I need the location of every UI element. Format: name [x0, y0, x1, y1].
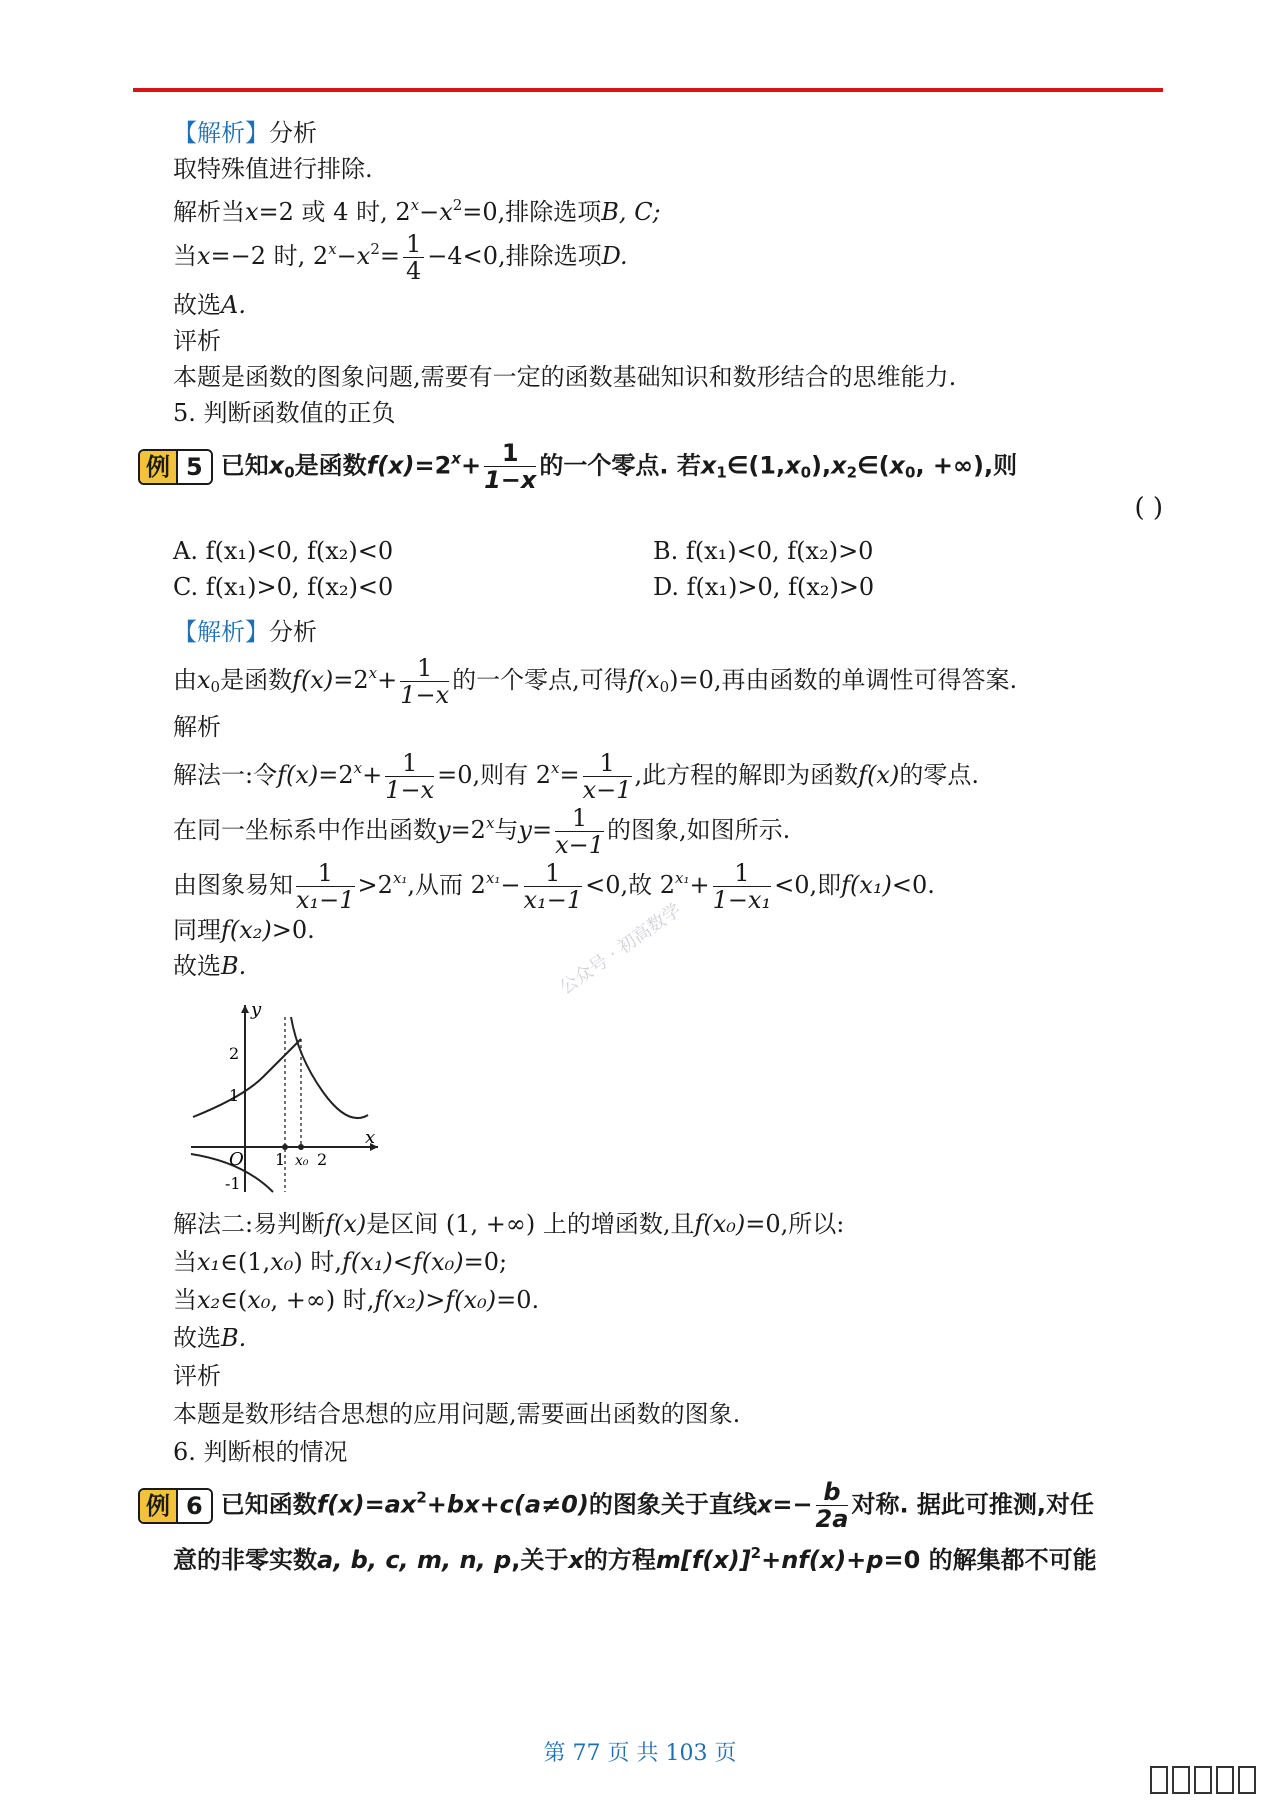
- fraction: $\frac{b}{2a}$: [815, 1478, 849, 1533]
- hyperbola-right: [291, 1017, 368, 1118]
- text-line: 故选A.: [173, 291, 246, 319]
- section-heading: 6. 判断根的情况: [173, 1438, 348, 1466]
- text-line: 当x=−2 时, $2^x-x^2=$ $\frac{1}{4}$ −4<0,排除选项D.: [173, 230, 628, 285]
- text-line: 解析: [173, 713, 221, 741]
- text-line: 在同一坐标系中作出函数$y=2^x$与y= $\frac{1}{x-1}$ 的图象,如图所示.: [173, 804, 791, 859]
- tick-x2: 2: [317, 1150, 328, 1169]
- text-line: 由$x_0$是函数$f(x)=2^x+$ $\frac{1}{1-x}$ 的一个零点,可得$f(x_0)=0$,再由函数的单调性可得答案.: [173, 654, 1018, 709]
- fraction: $\frac{1}{x-1}$: [582, 749, 632, 804]
- fraction: $\frac{1}{\text{x₁−1}}$: [296, 859, 355, 914]
- x-label: x: [365, 1127, 376, 1148]
- choice-d[interactable]: D. f(x₁)>0, f(x₂)>0: [653, 573, 875, 601]
- text-line: 取特殊值进行排除.: [173, 155, 373, 183]
- y-label: y: [251, 999, 262, 1020]
- graph-svg: [183, 997, 383, 1197]
- comment-heading: 评析: [173, 327, 221, 355]
- choice-b[interactable]: B. f(x₁)<0, f(x₂)>0: [653, 537, 874, 565]
- fraction: $\frac{1}{\text{x₁−1}}$: [523, 859, 583, 914]
- fraction: $\frac{1}{1-x}$: [484, 439, 537, 494]
- text-line: 故选B.: [173, 1324, 247, 1352]
- tick-y2: 2: [229, 1044, 240, 1063]
- example-6-question: 例 6 已知函数$f(x)=ax^2+bx+c(a\ne 0)$的图象关于直线x=− $\frac{b}{2a}$ 对称. 据此可推测,对任: [173, 1479, 1173, 1532]
- tick-x1: 1: [275, 1150, 286, 1169]
- tick-x0: x₀: [295, 1153, 309, 1169]
- choice-a[interactable]: A. f(x₁)<0, f(x₂)<0: [173, 537, 394, 565]
- y-axis-arrow: [241, 1005, 249, 1013]
- fraction: $\frac{1}{\text{1−x₁}}$: [712, 859, 772, 914]
- function-graph: [183, 997, 1173, 1201]
- example-badge: 例 6: [138, 1488, 213, 1524]
- fraction: $\frac{1}{1-x}$: [400, 654, 450, 709]
- choice-c[interactable]: C. f(x₁)>0, f(x₂)<0: [173, 573, 394, 601]
- page-content: [146, 118, 1173, 1575]
- fraction: $\frac{1}{x-1}$: [555, 804, 605, 859]
- header-red-rule: [133, 88, 1163, 92]
- fraction: $\frac{1}{4}$: [403, 231, 424, 284]
- example-6-question-cont: 意的非零实数a, b, c, m, n, p,关于x的方程$m[f(x)]^2+nf(x)+p=0$ 的解集都不可能: [173, 1544, 1097, 1574]
- analysis-heading: 【解析】分析: [173, 119, 317, 147]
- tick-yn1: -1: [225, 1174, 241, 1193]
- example-5-question: 例 5 已知$x_0$是函数$f(x)=2^x+$ $\frac{1}{1-x}$ 的一个零点. 若$x_1\in(1,x_0),x_2\in(x_0$, +∞),则: [173, 440, 1173, 493]
- fraction: $\frac{1}{1-x}$: [385, 749, 435, 804]
- choice-list: [173, 533, 1173, 605]
- text-line: 解法二:易判断f(x)是区间 (1, +∞) 上的增函数,且f(x₀)=0,所以:: [173, 1210, 845, 1238]
- text-line: 当x₂∈(x₀, +∞) 时,f(x₂)>f(x₀)=0.: [173, 1286, 540, 1314]
- text-line: 解法一:令$f(x)=2^x+$ $\frac{1}{1-x}$ =0,则有 $2^x=$ $\frac{1}{x-1}$ ,此方程的解即为函数f(x)的零点.: [173, 749, 979, 804]
- comment-heading: 评析: [173, 1362, 221, 1390]
- corner-bars-icon: [1150, 1766, 1256, 1794]
- tick-y1: 1: [229, 1086, 240, 1105]
- text-line: 本题是数形结合思想的应用问题,需要画出函数的图象.: [173, 1400, 741, 1428]
- text-line: 本题是函数的图象问题,需要有一定的函数基础知识和数形结合的思维能力.: [173, 363, 957, 391]
- text-line: 同理f(x₂)>0.: [173, 916, 315, 944]
- text-line: 由图象易知 $\frac{1}{\text{x₁−1}}$ $>2^{x_1}$,从而 $2^{x_1}-$ $\frac{1}{\text{x₁−1}}$ <0,故 $2^{x_1}+$ $\frac{1}{\text{1−x₁}}$ <0,即f(x₁)<0.: [173, 859, 935, 914]
- point-x0: [298, 1144, 304, 1150]
- text-line: 当x₁∈(1,x₀) 时,f(x₁)<f(x₀)=0;: [173, 1248, 508, 1276]
- page-footer: 第 77 页 共 103 页: [543, 1741, 737, 1766]
- text-line: 故选B.: [173, 952, 247, 980]
- origin-label: O: [229, 1149, 244, 1170]
- answer-bracket: ( ): [1134, 493, 1163, 523]
- text-line: 解析当x=2 或 4 时, $2^x-x^2=0$,排除选项B, C;: [173, 196, 661, 226]
- analysis-heading: 【解析】分析: [173, 618, 317, 646]
- section-heading: 5. 判断函数值的正负: [173, 399, 396, 427]
- example-badge: 例 5: [138, 449, 213, 485]
- watermark: 公众号 · 初高数学: [555, 899, 686, 999]
